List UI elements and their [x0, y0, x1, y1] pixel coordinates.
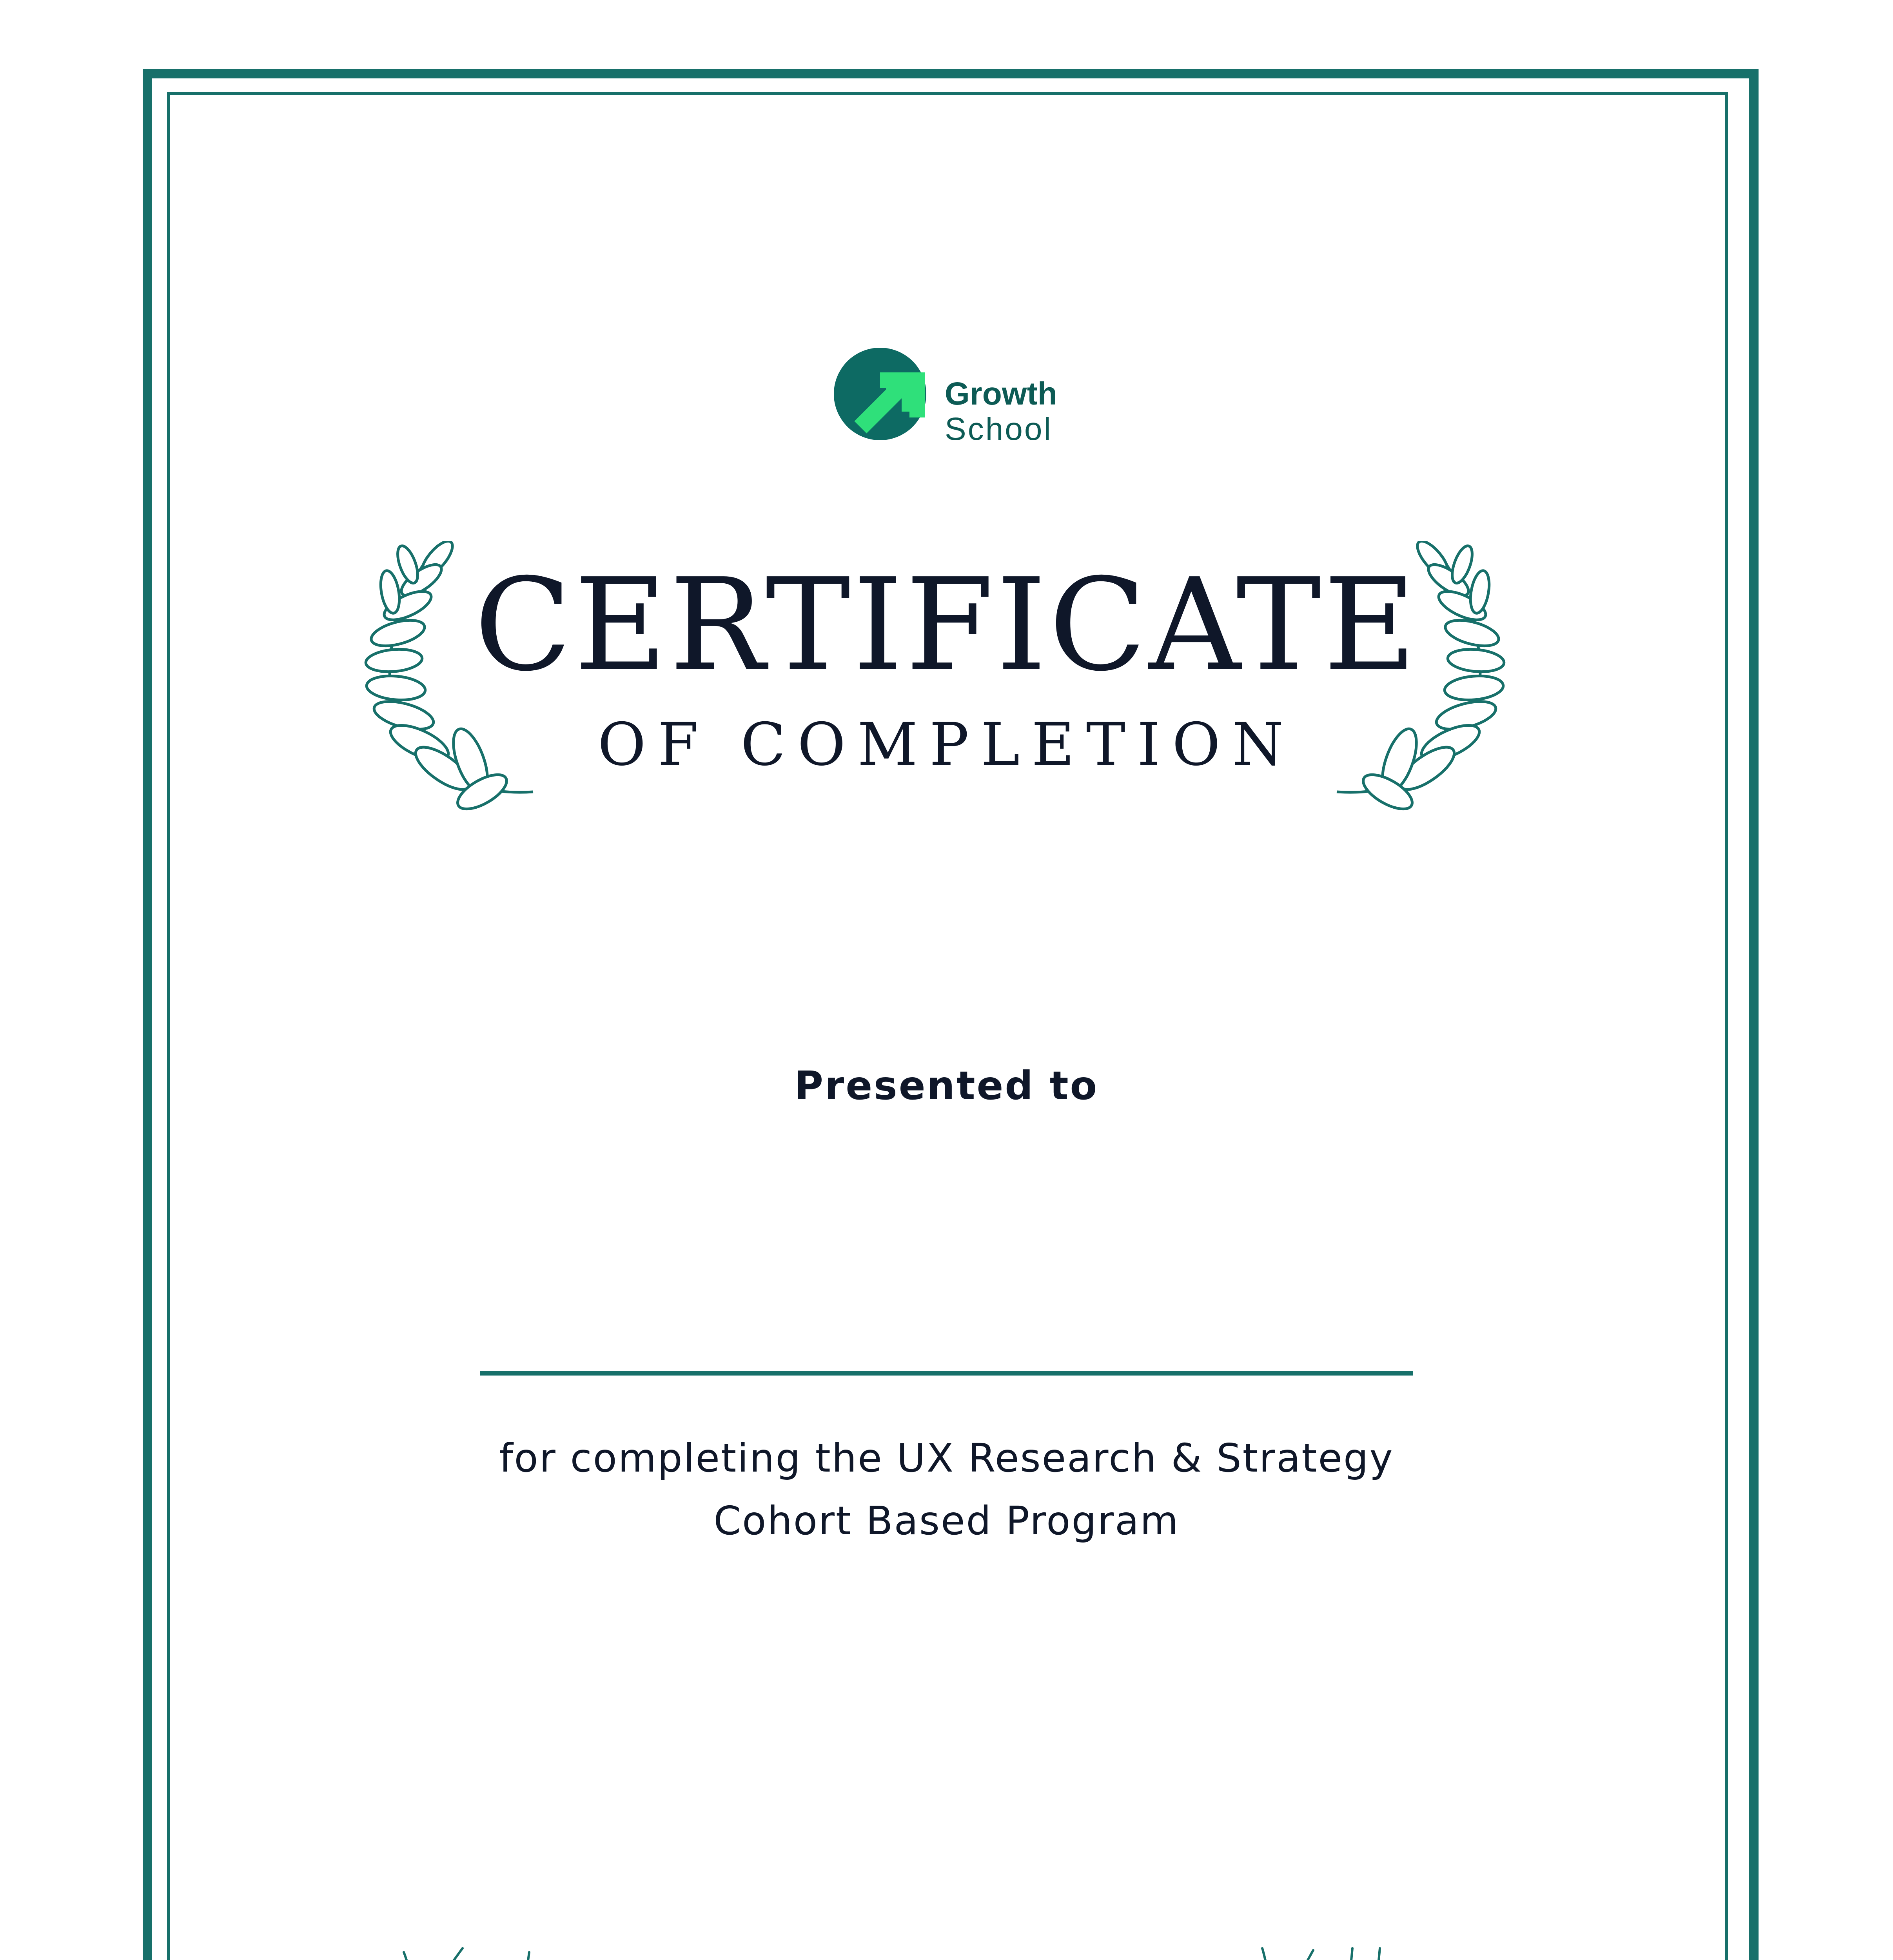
- certificate-subtitle: OF COMPLETION: [597, 711, 1296, 779]
- logo-word-growth: Growth: [945, 376, 1057, 412]
- signature-block-founder: [1129, 1940, 1560, 1960]
- logo-word-school: School: [945, 411, 1053, 447]
- course-line-2: Cohort Based Program: [713, 1498, 1180, 1544]
- signature-vaibhav: [1196, 1940, 1494, 1960]
- course-line-1: for completing the UX Research & Strategy: [499, 1435, 1394, 1481]
- certificate-title: CERTIFICATE: [474, 551, 1419, 699]
- growth-arrow-icon: [833, 343, 935, 445]
- signature-block-mentor: [278, 1940, 710, 1960]
- recipient-name-line: [480, 1371, 1413, 1376]
- signature-venky: [345, 1940, 643, 1960]
- logo-wordmark: [945, 376, 1057, 447]
- presented-to-label: Presented to: [794, 1063, 1099, 1109]
- course-description: [0, 1427, 1893, 1552]
- growthschool-logo: [833, 343, 1115, 449]
